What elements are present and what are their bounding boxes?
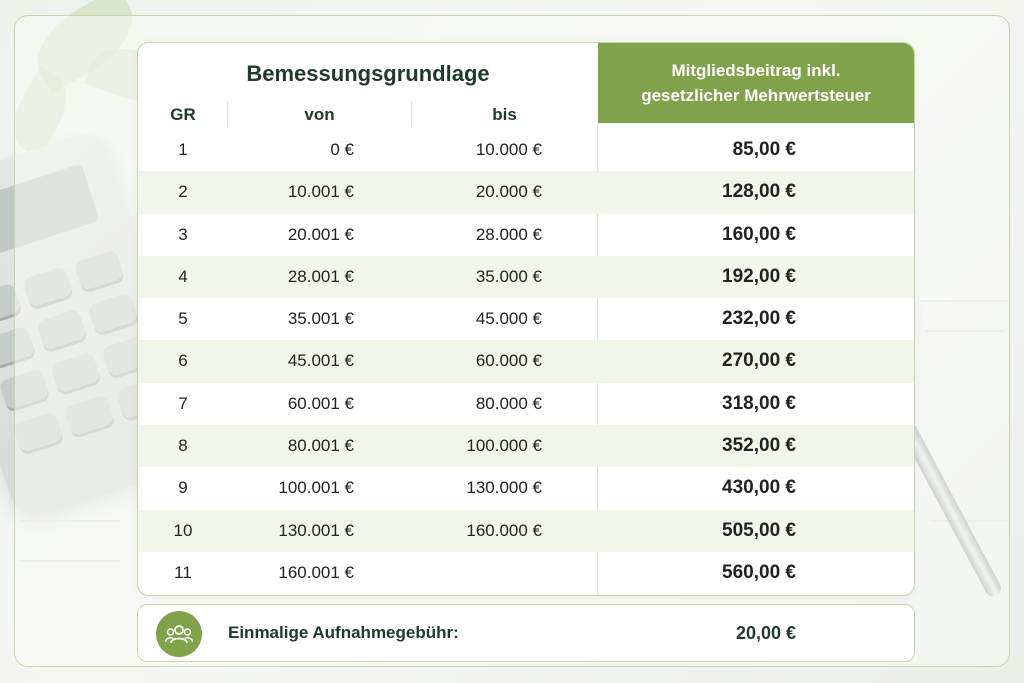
table-row xyxy=(138,298,914,340)
table-row xyxy=(138,467,914,509)
cell-gr: 6 xyxy=(178,351,188,371)
cell-fee: 85,00 € xyxy=(732,139,796,160)
cell-gr: 3 xyxy=(178,224,188,244)
cell-fee: 270,00 € xyxy=(722,350,796,372)
cell-von: 20.001 € xyxy=(287,224,354,244)
cell-fee: 560,00 € xyxy=(722,561,796,583)
fee-column-header xyxy=(598,43,914,123)
cell-bis: 28.000 € xyxy=(475,224,542,244)
fee-header-line1: Mitgliedsbeitrag inkl. xyxy=(671,61,841,80)
cell-gr: 7 xyxy=(178,393,188,413)
cell-von: 10.001 € xyxy=(287,182,354,202)
cell-von: 0 € xyxy=(330,140,354,159)
fee-table xyxy=(137,42,915,596)
cell-gr: 4 xyxy=(178,266,188,286)
cell-bis: 10.000 € xyxy=(475,140,542,159)
cell-fee: 352,00 € xyxy=(722,435,796,457)
cell-von: 160.001 € xyxy=(278,562,354,582)
column-header-von: von xyxy=(304,105,335,124)
table-row xyxy=(138,383,914,425)
cell-von: 35.001 € xyxy=(287,309,354,329)
table-row xyxy=(138,171,914,213)
table-body xyxy=(138,129,914,594)
cell-bis: 160.000 € xyxy=(466,520,542,540)
cell-bis: 60.000 € xyxy=(475,351,542,371)
cell-fee: 430,00 € xyxy=(722,477,796,499)
column-header-bis: bis xyxy=(492,105,517,124)
cell-gr: 11 xyxy=(174,562,192,582)
admission-fee-box xyxy=(137,604,915,662)
cell-fee: 160,00 € xyxy=(722,223,796,245)
cell-bis: 100.000 € xyxy=(466,436,542,456)
admission-fee-value: 20,00 € xyxy=(735,623,796,643)
cell-von: 60.001 € xyxy=(287,393,354,413)
cell-von: 130.001 € xyxy=(278,520,354,540)
cell-fee: 505,00 € xyxy=(722,519,796,541)
cell-gr: 2 xyxy=(178,182,188,202)
cell-bis: 35.000 € xyxy=(475,266,542,286)
table-row xyxy=(138,129,914,171)
cell-gr: 8 xyxy=(178,436,188,456)
table-row xyxy=(138,214,914,256)
table-row xyxy=(138,552,914,594)
cell-fee: 232,00 € xyxy=(722,308,796,330)
cell-gr: 9 xyxy=(178,478,188,498)
cell-fee: 192,00 € xyxy=(722,265,796,287)
fee-header-line2: gesetzlicher Mehrwertsteuer xyxy=(641,86,871,105)
cell-gr: 5 xyxy=(178,309,188,329)
table-header-left xyxy=(138,43,598,129)
cell-von: 28.001 € xyxy=(287,266,354,286)
cell-bis: 45.000 € xyxy=(475,309,542,329)
cell-bis: 20.000 € xyxy=(475,182,542,202)
table-row xyxy=(138,425,914,467)
table-title: Bemessungsgrundlage xyxy=(246,61,490,86)
cell-gr: 10 xyxy=(173,520,193,540)
cell-bis: 80.000 € xyxy=(475,393,542,413)
table-row xyxy=(138,256,914,298)
cell-bis: 130.000 € xyxy=(466,478,542,498)
table-row xyxy=(138,340,914,382)
admission-fee-label: Einmalige Aufnahmegebühr: xyxy=(228,623,459,642)
group-icon xyxy=(156,611,202,657)
cell-von: 45.001 € xyxy=(287,351,354,371)
cell-von: 100.001 € xyxy=(278,478,354,498)
cell-von: 80.001 € xyxy=(287,436,354,456)
cell-gr: 1 xyxy=(178,140,188,159)
column-header-gr: GR xyxy=(170,105,196,124)
cell-fee: 318,00 € xyxy=(722,392,796,414)
table-row xyxy=(138,510,914,552)
cell-fee: 128,00 € xyxy=(722,181,796,203)
